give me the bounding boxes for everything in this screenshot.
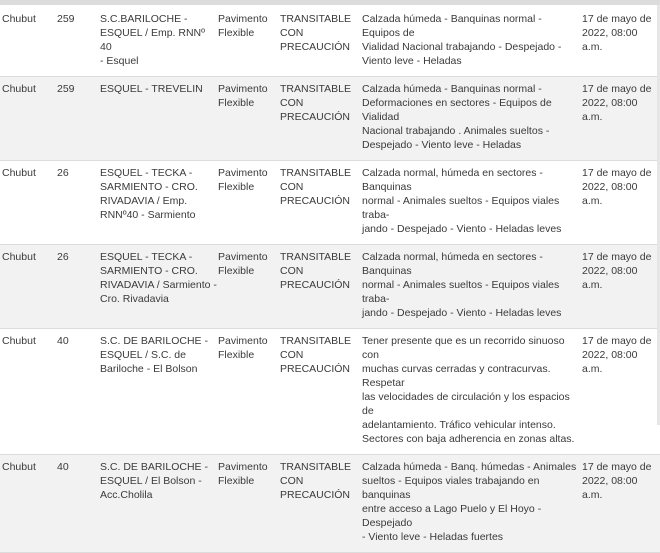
cell-observaciones: Tener presente que es un recorrido sinuoso con muchas curvas cerradas y contracurvas. Respetar las velocidades de circulación y los espacios de adelantamiento. Tráfico vehicular intenso. Sectores con baja adherencia en zonas altas. [362,335,575,445]
table-top-border [0,0,660,5]
cell-estado: TRANSITABLE CON PRECAUCIÓN [280,83,351,123]
cell-ruta: 40 [57,461,69,473]
cell-fecha: 17 de mayo de 2022, 08:00 a.m. [582,13,652,53]
table-row [0,7,660,77]
table-row [0,455,660,553]
cell-estado: TRANSITABLE CON PRECAUCIÓN [280,167,351,207]
cell-ruta: 259 [57,13,75,25]
cell-fecha: 17 de mayo de 2022, 08:00 a.m. [582,335,652,375]
cell-ruta: 26 [57,167,69,179]
cell-calzada: Pavimento Flexible [218,251,268,277]
cell-estado: TRANSITABLE CON PRECAUCIÓN [280,461,351,501]
table-row [0,329,660,455]
cell-tramo: S.C. DE BARILOCHE - ESQUEL / El Bolson - Acc.Cholila [100,461,208,501]
cell-provincia: Chubut [2,83,36,95]
table-row [0,77,660,161]
road-status-table [0,7,660,553]
cell-fecha: 17 de mayo de 2022, 08:00 a.m. [582,83,652,123]
cell-calzada: Pavimento Flexible [218,83,268,109]
cell-calzada: Pavimento Flexible [218,13,268,39]
cell-fecha: 17 de mayo de 2022, 08:00 a.m. [582,251,652,291]
cell-tramo: S.C.BARILOCHE - ESQUEL / Emp. RNNº 40 - Esquel [100,13,205,67]
table-row [0,245,660,329]
cell-observaciones: Calzada normal, húmeda en sectores - Banquinas normal - Animales sueltos - Equipos viales traba- jando - Despejado - Viento - Heladas leves [362,167,562,235]
cell-provincia: Chubut [2,461,36,473]
cell-estado: TRANSITABLE CON PRECAUCIÓN [280,335,351,375]
cell-tramo: ESQUEL - TECKA - SARMIENTO - CRO. RIVADAVIA / Emp. RNNº40 - Sarmiento [100,167,198,221]
cell-ruta: 26 [57,251,69,263]
cell-ruta: 259 [57,83,75,95]
cell-provincia: Chubut [2,167,36,179]
cell-fecha: 17 de mayo de 2022, 08:00 a.m. [582,461,652,501]
cell-estado: TRANSITABLE CON PRECAUCIÓN [280,251,351,291]
cell-observaciones: Calzada húmeda - Banquinas normal - Equipos de Vialidad Nacional trabajando - Despejado - Viento leve - Heladas [362,13,562,67]
cell-observaciones: Calzada normal, húmeda en sectores - Banquinas normal - Animales sueltos - Equipos viales traba- jando - Despejado - Viento - Heladas leves [362,251,562,319]
cell-tramo: ESQUEL - TECKA - SARMIENTO - CRO. RIVADAVIA / Sarmiento - Cro. Rivadavia [100,251,217,305]
cell-calzada: Pavimento Flexible [218,167,268,193]
cell-observaciones: Calzada húmeda - Banquinas normal - Deformaciones en sectores - Equipos de Vialidad Nacional trabajando . Animales sueltos - Despejado - Viento leve - Heladas [362,83,552,151]
cell-fecha: 17 de mayo de 2022, 08:00 a.m. [582,167,652,207]
cell-provincia: Chubut [2,13,36,25]
cell-observaciones: Calzada húmeda - Banq. húmedas - Animales sueltos - Equipos viales trabajando en banquinas entre acceso a Lago Puelo y El Hoyo - Despejado - Viento leve - Heladas fuertes [362,461,577,543]
cell-provincia: Chubut [2,335,36,347]
table-row [0,161,660,245]
cell-calzada: Pavimento Flexible [218,335,268,361]
cell-tramo: S.C. DE BARILOCHE - ESQUEL / S.C. de Bariloche - El Bolson [100,335,208,375]
cell-calzada: Pavimento Flexible [218,461,268,487]
cell-estado: TRANSITABLE CON PRECAUCIÓN [280,13,351,53]
cell-provincia: Chubut [2,251,36,263]
cell-tramo: ESQUEL - TREVELIN [100,83,203,95]
table-body [0,7,660,553]
cell-ruta: 40 [57,335,69,347]
